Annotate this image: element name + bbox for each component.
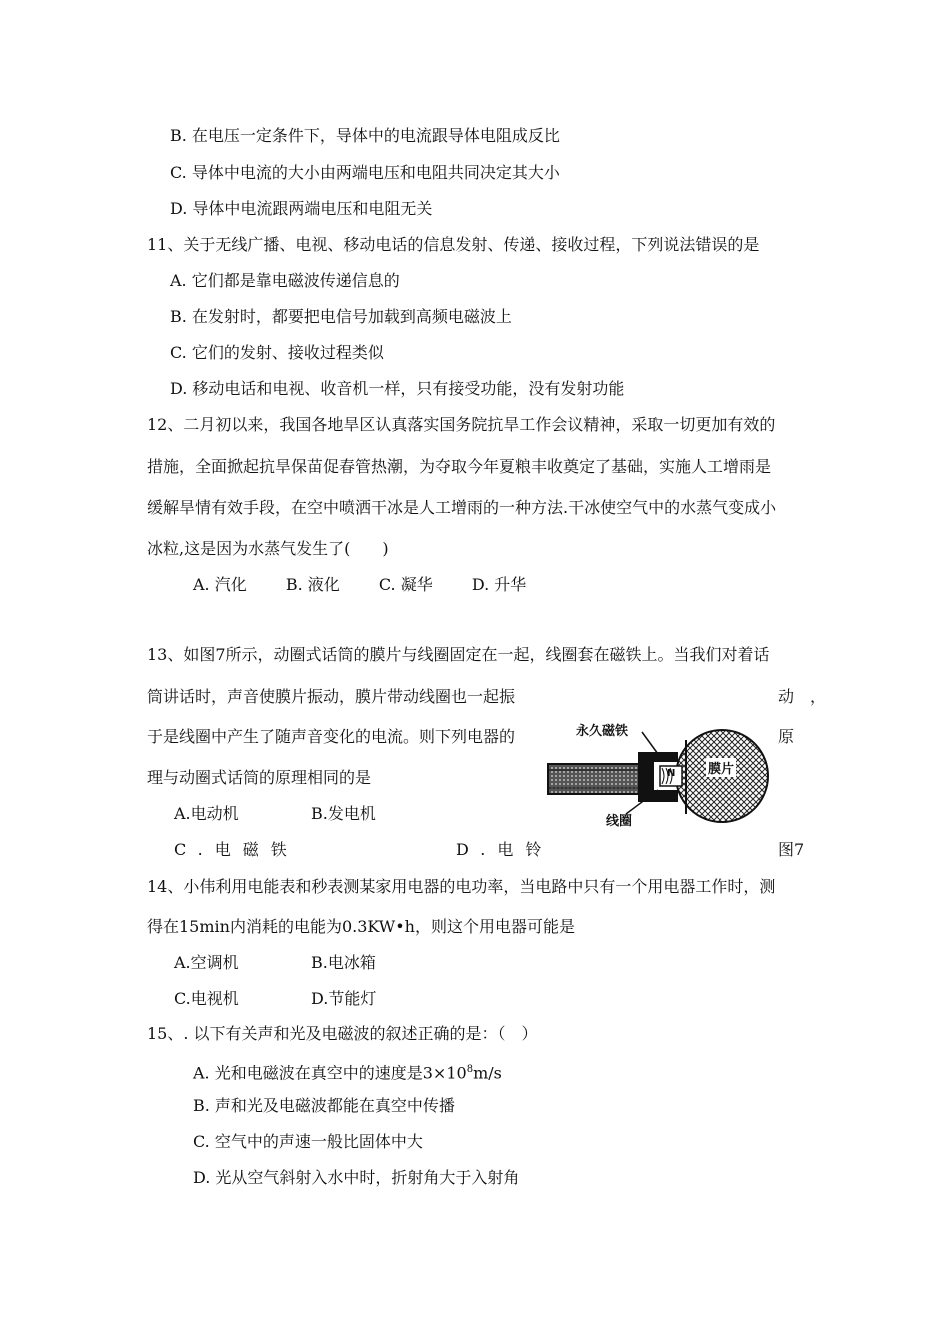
q13-stem-line-1: 13、如图7所示，动圈式话筒的膜片与线圈固定在一起，线圈套在磁铁上。当我们对着话	[147, 645, 770, 664]
q13-option-b: B.发电机	[311, 804, 376, 823]
q15-option-c: C. 空气中的声速一般比固体中大	[193, 1132, 423, 1151]
q14-stem-line-2: 得在15min内消耗的电能为0.3KW•h，则这个用电器可能是	[147, 917, 575, 936]
q12-option-c: C. 凝华	[378, 575, 433, 594]
q13-stem-line-4: 理与动圈式话筒的原理相同的是	[147, 768, 372, 787]
q15-option-b: B. 声和光及电磁波都能在真空中传播	[193, 1096, 455, 1115]
q11-option-a: A. 它们都是靠电磁波传递信息的	[170, 271, 400, 290]
q12-stem-line-3: 缓解旱情有效手段，在空中喷洒干冰是人工增雨的一种方法.干冰使空气中的水蒸气变成小	[147, 498, 777, 517]
q10-option-c: C. 导体中电流的大小由两端电压和电阻共同决定其大小	[170, 163, 560, 182]
q14-option-a: A.空调机	[174, 953, 239, 972]
q12-stem-line-2: 措施，全面掀起抗旱保苗促春管热潮，为夺取今年夏粮丰收奠定了基础，实施人工增雨是	[147, 457, 772, 476]
q13-stem-line-2-end: 动 ，	[778, 687, 827, 706]
figure-caption: 图7	[778, 840, 805, 859]
coil-label: 线圈	[606, 814, 633, 829]
q15-option-a	[193, 1060, 502, 1083]
q12-stem-line-4: 冰粒,这是因为水蒸气发生了( )	[147, 539, 389, 558]
q11-option-c: C. 它们的发射、接收过程类似	[170, 343, 384, 362]
q13-option-a: A.电动机	[174, 804, 239, 823]
q12-option-a: A. 汽化	[193, 575, 247, 594]
q13-stem-line-2: 筒讲话时，声音使膜片振动，膜片带动线圈也一起振	[147, 687, 516, 706]
microphone-diagram	[546, 718, 772, 830]
q14-option-b: B.电冰箱	[311, 953, 376, 972]
q15-option-d: D. 光从空气斜射入水中时，折射角大于入射角	[193, 1168, 520, 1187]
q12-options	[193, 575, 560, 595]
q15-option-a-exponent: 8	[466, 1064, 474, 1075]
q15-option-a-unit: m/s	[473, 1063, 502, 1083]
q13-stem-line-3-end: 原	[778, 727, 795, 746]
handle-body	[548, 764, 642, 794]
q11-option-b: B. 在发射时，都要把电信号加载到高频电磁波上	[170, 307, 512, 326]
north-pole-label: N	[667, 768, 676, 779]
magnet-pointer	[642, 732, 658, 754]
magnet-label: 永久磁铁	[576, 724, 629, 739]
q12-option-d: D. 升华	[471, 575, 527, 594]
q14-stem-line-1: 14、小伟利用电能表和秒表测某家用电器的电功率，当电路中只有一个用电器工作时，测	[147, 877, 776, 896]
q10-option-b: B. 在电压一定条件下，导体中的电流跟导体电阻成反比	[170, 126, 560, 145]
q14-option-d: D.节能灯	[311, 989, 377, 1008]
q12-stem-line-1: 12、二月初以来，我国各地旱区认真落实国务院抗旱工作会议精神，采取一切更加有效的	[147, 415, 776, 434]
q15-stem: 15、. 以下有关声和光及电磁波的叙述正确的是：（ ）	[147, 1024, 538, 1043]
q11-option-d: D. 移动电话和电视、收音机一样，只有接受功能，没有发射功能	[170, 379, 625, 398]
q13-stem-line-3: 于是线圈中产生了随声音变化的电流。则下列电器的	[147, 727, 516, 746]
q13-option-c: C.电磁铁	[174, 840, 299, 859]
q14-option-c: C.电视机	[174, 989, 239, 1008]
q12-option-b: B. 液化	[285, 575, 340, 594]
q11-stem: 11、关于无线广播、电视、移动电话的信息发射、传递、接收过程，下列说法错误的是	[147, 235, 760, 254]
diaphragm-label: 膜片	[706, 758, 736, 777]
q10-option-d: D. 导体中电流跟两端电压和电阻无关	[170, 199, 433, 218]
q15-option-a-text: A. 光和电磁波在真空中的速度是3×10	[193, 1063, 467, 1083]
q13-option-d: D.电铃	[456, 840, 554, 859]
